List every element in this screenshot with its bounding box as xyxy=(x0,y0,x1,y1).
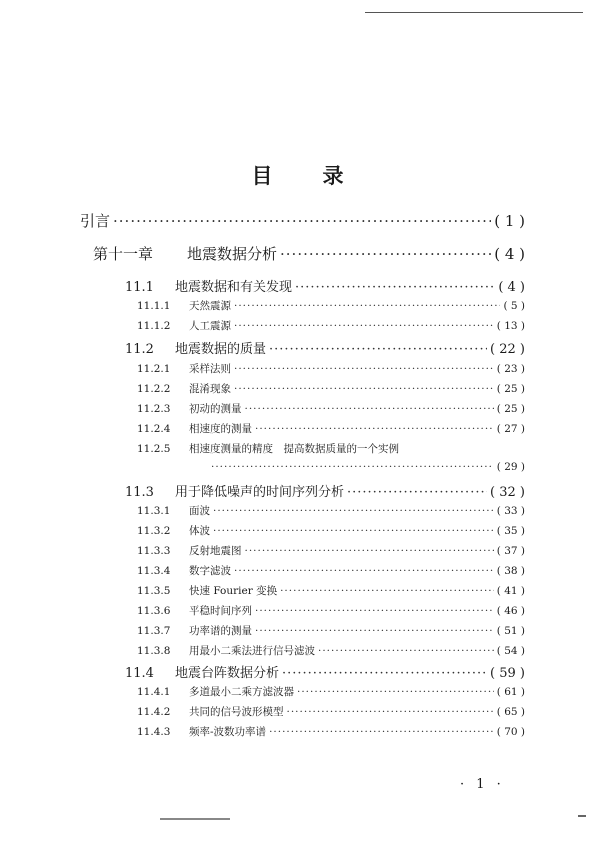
toc-entry-label: 数字滤波 xyxy=(189,565,231,577)
toc-entry-page: ( 32 ) xyxy=(490,485,525,500)
leader-dots xyxy=(245,403,494,415)
toc-entry-intro xyxy=(80,210,525,231)
toc-entry-label: 引言 xyxy=(80,212,111,230)
toc-entry-number: 11.2.5 xyxy=(137,443,171,455)
toc-entry-page: ( 61 ) xyxy=(496,686,525,698)
toc-entry-page: ( 54 ) xyxy=(496,645,525,657)
toc-entry-label: 体波 xyxy=(189,525,210,537)
toc-entry-page: ( 35 ) xyxy=(496,525,525,537)
toc-entry-label: 频率-波数功率谱 xyxy=(189,726,267,738)
leader-dots xyxy=(297,686,494,698)
toc-entry-label: 地震数据的质量 xyxy=(175,342,267,357)
leader-dots xyxy=(287,706,494,718)
toc-entry-subsection xyxy=(137,704,525,719)
leader-dots xyxy=(211,461,494,473)
toc-entry-number: 11.4.2 xyxy=(137,706,171,718)
toc-entry-number: 11.4.1 xyxy=(137,686,171,698)
toc-entry-number: 11.1.1 xyxy=(137,300,171,312)
toc-entry-label: 功率谱的测量 xyxy=(189,625,252,637)
toc-entry-number: 11.3.2 xyxy=(137,525,171,537)
toc-entry-number: 11.3.6 xyxy=(137,605,171,617)
leader-dots xyxy=(347,485,487,500)
leader-dots xyxy=(269,726,494,738)
toc-entry-label: 相速度的测量 xyxy=(189,423,252,435)
toc-entry-subsection xyxy=(137,543,525,558)
toc-entry-subsection xyxy=(137,623,525,638)
toc-entry-subsection xyxy=(137,643,525,658)
toc-entry-number: 11.3 xyxy=(125,485,154,500)
toc-entry-number: 第十一章 xyxy=(93,245,154,263)
scan-artifact xyxy=(578,815,586,817)
leader-dots xyxy=(245,545,494,557)
leader-dots xyxy=(295,280,495,295)
toc-entry-label: 人工震源 xyxy=(189,320,231,332)
toc-entry-label: 多道最小二乘方滤波器 xyxy=(189,686,294,698)
leader-dots xyxy=(269,342,487,357)
toc-entry-page: ( 25 ) xyxy=(496,383,525,395)
leader-dots xyxy=(234,320,494,332)
toc-entry-subsection xyxy=(137,583,525,598)
title-char-2: 录 xyxy=(322,163,344,188)
leader-dots xyxy=(234,363,494,375)
leader-dots xyxy=(255,625,494,637)
toc-entry-subsection xyxy=(137,401,525,416)
toc-entry-number: 11.3.5 xyxy=(137,585,171,597)
toc-entry-number: 11.3.1 xyxy=(137,505,171,517)
toc-entry-subsection xyxy=(137,523,525,538)
toc-entry-chapter-11 xyxy=(93,243,525,264)
toc-entry-label: 用于降低噪声的时间序列分析 xyxy=(175,485,345,500)
toc-entry-subsection xyxy=(137,298,525,313)
toc-entry-subsection xyxy=(137,684,525,699)
toc-entry-page: ( 13 ) xyxy=(496,320,525,332)
toc-entry-page: ( 38 ) xyxy=(496,565,525,577)
toc-entry-label: 面波 xyxy=(189,505,210,517)
leader-dots xyxy=(213,525,494,537)
toc-entry-number: 11.2.4 xyxy=(137,423,171,435)
toc-entry-subsection xyxy=(137,361,525,376)
toc-entry-number: 11.2.2 xyxy=(137,383,171,395)
toc-entry-label: 地震数据和有关发现 xyxy=(175,280,293,295)
toc-entry-page: ( 27 ) xyxy=(496,423,525,435)
toc-entry-page: ( 37 ) xyxy=(496,545,525,557)
page-title xyxy=(0,160,595,190)
toc-entry-page: ( 29 ) xyxy=(496,461,525,473)
toc-entry-page: ( 5 ) xyxy=(503,300,525,312)
toc-entry-label: 用最小二乘法进行信号滤波 xyxy=(189,645,315,657)
toc-entry-label: 天然震源 xyxy=(189,300,231,312)
toc-entry-label: 采样法则 xyxy=(189,363,231,375)
toc-entry-number: 11.1.2 xyxy=(137,320,171,332)
toc-entry-label: 反射地震图 xyxy=(189,545,242,557)
leader-dots xyxy=(255,423,494,435)
toc-entry-label: 共同的信号波形模型 xyxy=(189,706,284,718)
toc-entry-label: 快速 Fourier 变换 xyxy=(189,585,278,597)
toc-entry-subsection xyxy=(137,603,525,618)
toc-entry-label: 地震台阵数据分析 xyxy=(175,666,280,681)
toc-entry-page: ( 33 ) xyxy=(496,505,525,517)
scan-artifact xyxy=(160,818,230,820)
toc-entry-number: 11.2.1 xyxy=(137,363,171,375)
toc-entry-number: 11.2.3 xyxy=(137,403,171,415)
toc-entry-page: ( 46 ) xyxy=(496,605,525,617)
toc-entry-number: 11.4 xyxy=(125,666,154,681)
toc-entry-page: ( 23 ) xyxy=(496,363,525,375)
page-number: · 1 · xyxy=(460,777,505,792)
toc-entry-number: 11.3.4 xyxy=(137,565,171,577)
toc-entry-number: 11.1 xyxy=(125,280,154,295)
toc-entry-subsection xyxy=(137,318,525,333)
toc-entry-page: ( 1 ) xyxy=(494,212,525,230)
leader-dots xyxy=(113,212,491,230)
leader-dots xyxy=(280,585,494,597)
toc-entry-section xyxy=(125,276,525,295)
leader-dots xyxy=(234,565,494,577)
toc-entry-subsection xyxy=(137,724,525,739)
toc-entry-number: 11.2 xyxy=(125,342,154,357)
leader-dots xyxy=(234,383,494,395)
toc-entry-page: ( 41 ) xyxy=(496,585,525,597)
toc-entry-number: 11.3.3 xyxy=(137,545,171,557)
toc-entry-section xyxy=(125,662,525,681)
toc-entry-label: 地震数据分析 xyxy=(187,245,278,263)
toc-entry-page: ( 70 ) xyxy=(496,726,525,738)
toc-entry-number: 11.3.7 xyxy=(137,625,171,637)
toc-entry-subsection xyxy=(137,381,525,396)
toc-entry-subsection xyxy=(137,563,525,578)
title-char-1: 目 xyxy=(251,163,273,188)
leader-dots xyxy=(280,245,491,263)
leader-dots xyxy=(282,666,487,681)
toc-entry-number: 11.4.3 xyxy=(137,726,171,738)
toc-entry-label: 平稳时间序列 xyxy=(189,605,252,617)
toc-entry-label: 相速度测量的精度 提高数据质量的一个实例 xyxy=(189,443,399,455)
toc-entry-continuation xyxy=(211,461,525,473)
leader-dots xyxy=(213,505,494,517)
toc-entry-page: ( 22 ) xyxy=(490,342,525,357)
toc-entry-subsection xyxy=(137,503,525,518)
toc-entry-page: ( 59 ) xyxy=(490,666,525,681)
toc-entry-label: 混淆现象 xyxy=(189,383,231,395)
toc-entry-section xyxy=(125,338,525,357)
leader-dots xyxy=(234,300,500,312)
toc-entry-subsection xyxy=(137,441,525,456)
toc-entry-page: ( 4 ) xyxy=(494,245,525,263)
toc-entry-page: ( 25 ) xyxy=(496,403,525,415)
leader-dots xyxy=(318,645,494,657)
toc-entry-page: ( 4 ) xyxy=(498,280,525,295)
toc-entry-label: 初动的测量 xyxy=(189,403,242,415)
scan-edge-line xyxy=(365,12,583,13)
toc-entry-page: ( 65 ) xyxy=(496,706,525,718)
toc-entry-subsection xyxy=(137,421,525,436)
toc-entry-page: ( 51 ) xyxy=(496,625,525,637)
toc-entry-section xyxy=(125,481,525,500)
leader-dots xyxy=(255,605,494,617)
toc-entry-number: 11.3.8 xyxy=(137,645,171,657)
